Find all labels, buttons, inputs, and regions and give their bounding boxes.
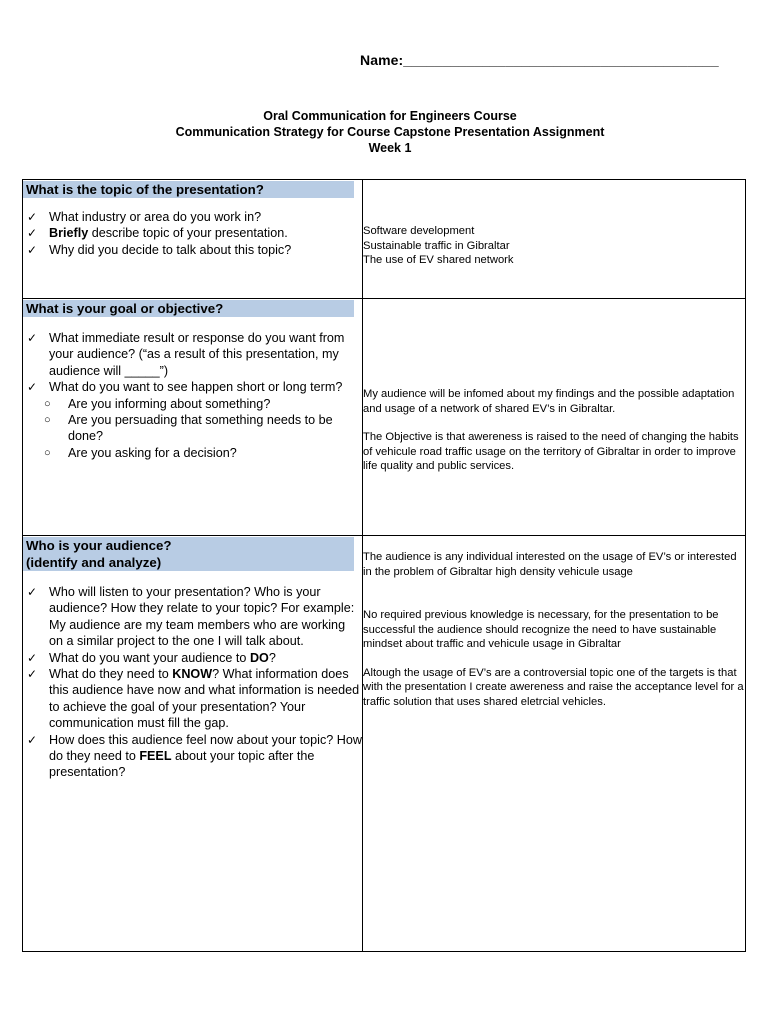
question-text: ? <box>268 650 276 665</box>
question-list <box>23 330 362 461</box>
section-heading-line: Who is your audience? <box>26 538 172 553</box>
circle-bullet-icon: ○ <box>44 414 51 427</box>
question-text: What industry or area do you work in? <box>49 210 262 224</box>
question-emphasis: KNOW <box>172 667 213 682</box>
question-text: about your topic after the presentation? <box>49 749 315 780</box>
question-text: Why did you decide to talk about this topic? <box>49 242 292 257</box>
list-item <box>23 584 362 650</box>
sub-question-text: Are you asking for a decision? <box>68 445 237 460</box>
sub-list-item <box>23 445 362 461</box>
question-text: What do they need to <box>49 667 173 682</box>
assignment-title: Communication Strategy for Course Capstone Presentation Assignment <box>175 125 605 139</box>
sub-question-text: Are you informing about something? <box>68 396 271 411</box>
check-icon: ✓ <box>27 242 38 257</box>
sub-question-text: Are you persuading that something needs to be done? <box>68 413 333 444</box>
list-item <box>23 330 362 379</box>
table-row-topic <box>23 180 746 299</box>
check-icon: ✓ <box>27 226 38 241</box>
question-text: What do you want to see happen short or long term? <box>49 380 343 395</box>
question-emphasis: Briefly <box>49 226 89 241</box>
check-icon: ✓ <box>27 585 38 599</box>
answer-line: Software development <box>363 225 475 237</box>
check-icon: ✓ <box>27 210 38 224</box>
answer-cell-audience[interactable] <box>363 536 746 952</box>
question-text: What immediate result or response do you want from your audience? (“as a result of this presentation, my audience will _____”) <box>49 331 345 378</box>
question-text: describe topic of your presentation. <box>88 226 288 241</box>
course-title: Oral Communication for Engineers Course <box>263 109 517 123</box>
question-emphasis: DO <box>249 650 269 665</box>
circle-bullet-icon: ○ <box>44 446 51 459</box>
check-icon: ✓ <box>27 650 38 665</box>
document-titles <box>0 108 768 156</box>
check-icon: ✓ <box>27 380 38 395</box>
question-cell-goal <box>23 299 363 536</box>
question-text: ? What information does this audience have now and what information is needed to achieve the goal of your presentation? Your communication must fill the gap. <box>49 667 360 731</box>
sub-list-item <box>23 412 362 445</box>
list-item <box>23 242 362 258</box>
list-item <box>23 225 362 241</box>
circle-bullet-icon: ○ <box>44 397 51 410</box>
strategy-table <box>22 179 746 952</box>
week-label: Week 1 <box>368 141 412 155</box>
table-row-audience <box>23 536 746 952</box>
section-heading-line: (identify and analyze) <box>26 555 162 570</box>
answer-cell-goal[interactable] <box>363 299 746 536</box>
question-emphasis: FEEL <box>139 749 172 764</box>
question-list <box>23 584 362 781</box>
question-list <box>23 209 362 258</box>
list-item <box>23 379 362 461</box>
answer-paragraph: No required previous knowledge is necessary, for the presentation to be successful the audience should recognize the need to have sustainable mindset about traffic and vehicule usage in Gibraltar <box>363 609 719 650</box>
answer-line: The use of EV shared network <box>363 254 514 266</box>
sub-question-list <box>23 396 362 462</box>
question-text: What do you want your audience to <box>49 650 250 665</box>
check-icon: ✓ <box>27 331 38 345</box>
question-cell-topic <box>23 180 363 299</box>
table-row-goal <box>23 299 746 536</box>
check-icon: ✓ <box>27 732 38 747</box>
list-item <box>23 650 362 666</box>
sub-list-item <box>23 396 362 412</box>
list-item <box>23 732 362 781</box>
answer-paragraph: Altough the usage of EV’s are a controversial topic one of the targets is that with the presentation I create awereness and raise the acceptance level for a traffic solution that uses shared eletrcial vehicles. <box>363 666 744 708</box>
list-item <box>23 666 362 732</box>
answer-paragraph: My audience will be infomed about my findings and the possible adaptation and usage of a network of shared EV’s in Gibraltar. <box>363 388 735 415</box>
name-field[interactable]: Name:________________________________________ <box>360 52 719 68</box>
section-heading: What is the topic of the presentation? <box>23 181 354 198</box>
section-heading <box>23 537 354 571</box>
list-item <box>23 209 362 225</box>
question-text: How does this audience feel now about your topic? How do they need to <box>49 732 362 764</box>
answer-paragraph: The audience is any individual interested on the usage of EV’s or interested in the problem of Gibraltar high density vehicule usage <box>363 551 737 578</box>
answer-line: Sustainable traffic in Gibraltar <box>363 239 510 252</box>
question-text: Who will listen to your presentation? Who is your audience? How they relate to your topic? For example: My audience are my team members who are working on a similar project to the one I will talk about. <box>49 585 355 649</box>
answer-paragraph: The Objective is that awereness is raised to the need of changing the habits of vehicule road traffic usage on the territory of Gibraltar in order to improve life quality and public services. <box>363 431 739 472</box>
question-cell-audience <box>23 536 363 952</box>
check-icon: ✓ <box>27 667 38 682</box>
answer-cell-topic[interactable] <box>363 180 746 299</box>
section-heading: What is your goal or objective? <box>23 300 354 317</box>
